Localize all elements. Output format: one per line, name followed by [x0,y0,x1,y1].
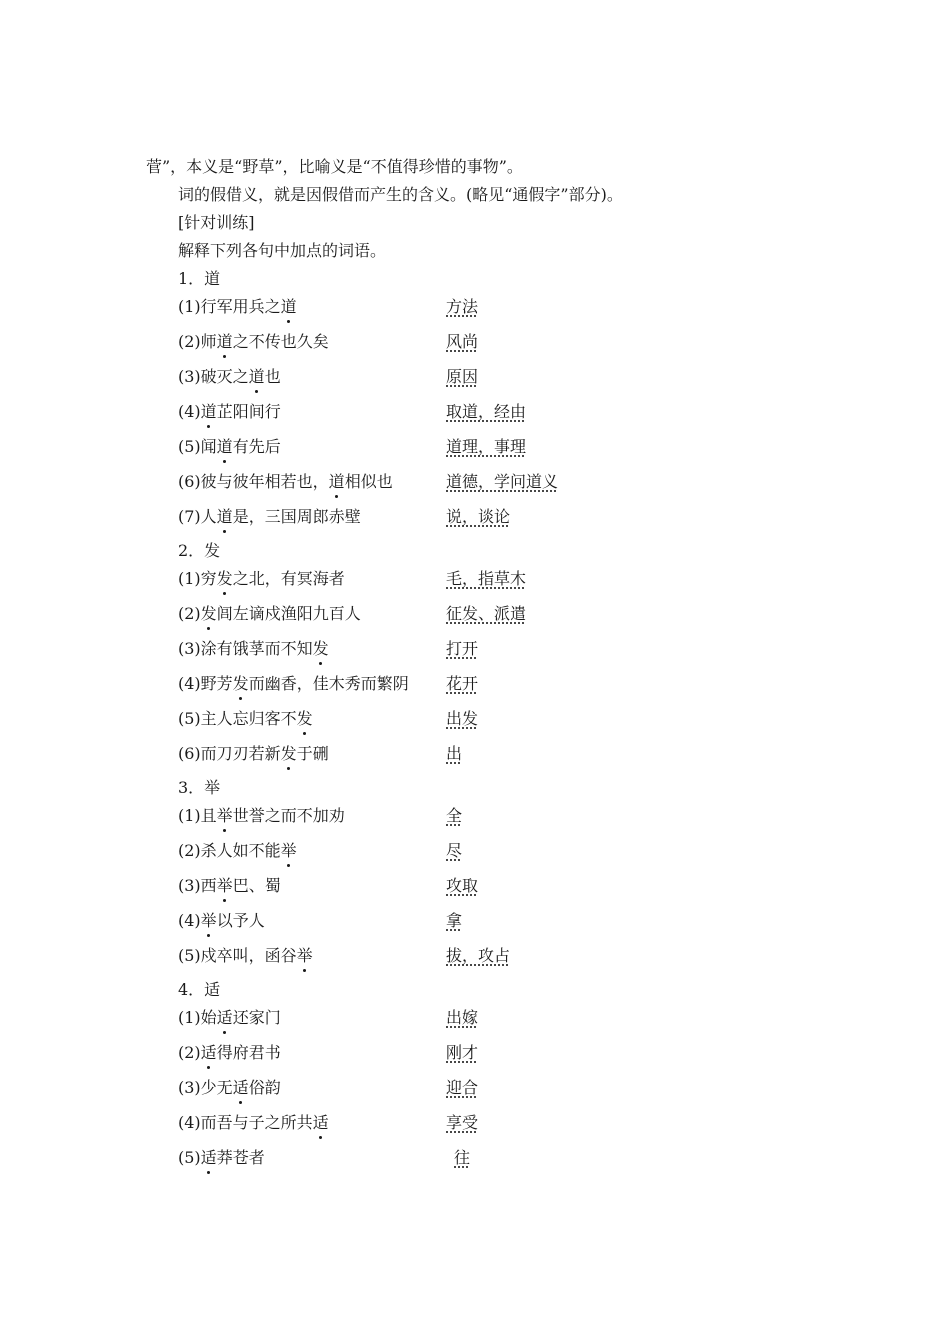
group-heading: 4．适 [178,980,221,999]
emphasized-word: 举 [296,946,313,965]
question: (3)西举巴、蜀 [178,876,281,895]
answer: 取道，经由 [446,402,527,421]
emphasized-word: 道 [280,297,297,316]
answer: 刚才 [446,1043,479,1062]
question: (6)而刀刃若新发于硎 [178,744,329,763]
question: (1)且举世誉之而不加劝 [178,806,345,825]
group-heading: 1．道 [178,269,221,288]
emphasized-word: 发 [232,674,249,693]
emphasized-word: 举 [216,876,233,895]
question: (2)师道之不传也久矣 [178,332,329,351]
section-label: [针对训练] [178,213,255,232]
answer: 拔，攻占 [446,946,511,965]
question: (4)野芳发而幽香，佳木秀而繁阴 [178,674,409,693]
question: (5)戍卒叫，函谷举 [178,946,313,965]
answer: 说，谈论 [446,507,511,526]
emphasized-word: 适 [216,1008,233,1027]
answer: 花开 [446,674,479,693]
emphasized-word: 举 [216,806,233,825]
answer: 毛，指草木 [446,569,527,588]
question: (4)道芷阳间行 [178,402,281,421]
emphasized-word: 道 [216,507,233,526]
emphasized-word: 发 [296,709,313,728]
intro-line-1: 菅”，本义是“野草”，比喻义是“不值得珍惜的事物”。 [146,157,523,176]
instruction: 解释下列各句中加点的词语。 [178,241,387,260]
answer: 享受 [446,1113,479,1132]
question: (7)人道是，三国周郎赤壁 [178,507,361,526]
group-heading: 3．举 [178,778,221,797]
emphasized-word: 适 [200,1148,217,1167]
question: (5)闻道有先后 [178,437,281,456]
answer: 风尚 [446,332,479,351]
emphasized-word: 道 [216,332,233,351]
answer: 道理，事理 [446,437,527,456]
answer: 尽 [446,841,463,860]
emphasized-word: 发 [280,744,297,763]
question: (4)举以予人 [178,911,265,930]
emphasized-word: 举 [280,841,297,860]
question: (3)少无适俗韵 [178,1078,281,1097]
emphasized-word: 发 [200,604,217,623]
question: (4)而吾与子之所共适 [178,1113,329,1132]
emphasized-word: 道 [248,367,265,386]
question: (6)彼与彼年相若也，道相似也 [178,472,393,491]
question: (3)涂有饿莩而不知发 [178,639,329,658]
emphasized-word: 道 [200,402,217,421]
question: (5)适莽苍者 [178,1148,265,1167]
intro-line-2: 词的假借义，就是因假借而产生的含义。(略见“通假字”部分)。 [178,185,623,204]
emphasized-word: 发 [216,569,233,588]
emphasized-word: 适 [232,1078,249,1097]
answer: 全 [446,806,463,825]
answer: 原因 [446,367,479,386]
question: (3)破灭之道也 [178,367,281,386]
answer: 迎合 [446,1078,479,1097]
answer: 出嫁 [446,1008,479,1027]
emphasized-word: 道 [328,472,345,491]
emphasized-word: 道 [216,437,233,456]
answer: 征发、派遣 [446,604,527,623]
emphasized-word: 适 [200,1043,217,1062]
group-heading: 2．发 [178,541,221,560]
question: (5)主人忘归客不发 [178,709,313,728]
question: (2)发闾左谪戍渔阳九百人 [178,604,361,623]
answer: 打开 [446,639,479,658]
emphasized-word: 适 [312,1113,329,1132]
question: (1)行军用兵之道 [178,297,297,316]
question: (1)穷发之北，有冥海者 [178,569,345,588]
answer: 出 [446,744,463,763]
answer: 方法 [446,297,479,316]
emphasized-word: 举 [200,911,217,930]
answer: 出发 [446,709,479,728]
question: (2)适得府君书 [178,1043,281,1062]
answer: 往 [454,1148,471,1167]
emphasized-word: 发 [312,639,329,658]
answer: 攻取 [446,876,479,895]
answer: 道德，学问道义 [446,472,559,491]
question: (1)始适还家门 [178,1008,281,1027]
question: (2)杀人如不能举 [178,841,297,860]
answer: 拿 [446,911,463,930]
